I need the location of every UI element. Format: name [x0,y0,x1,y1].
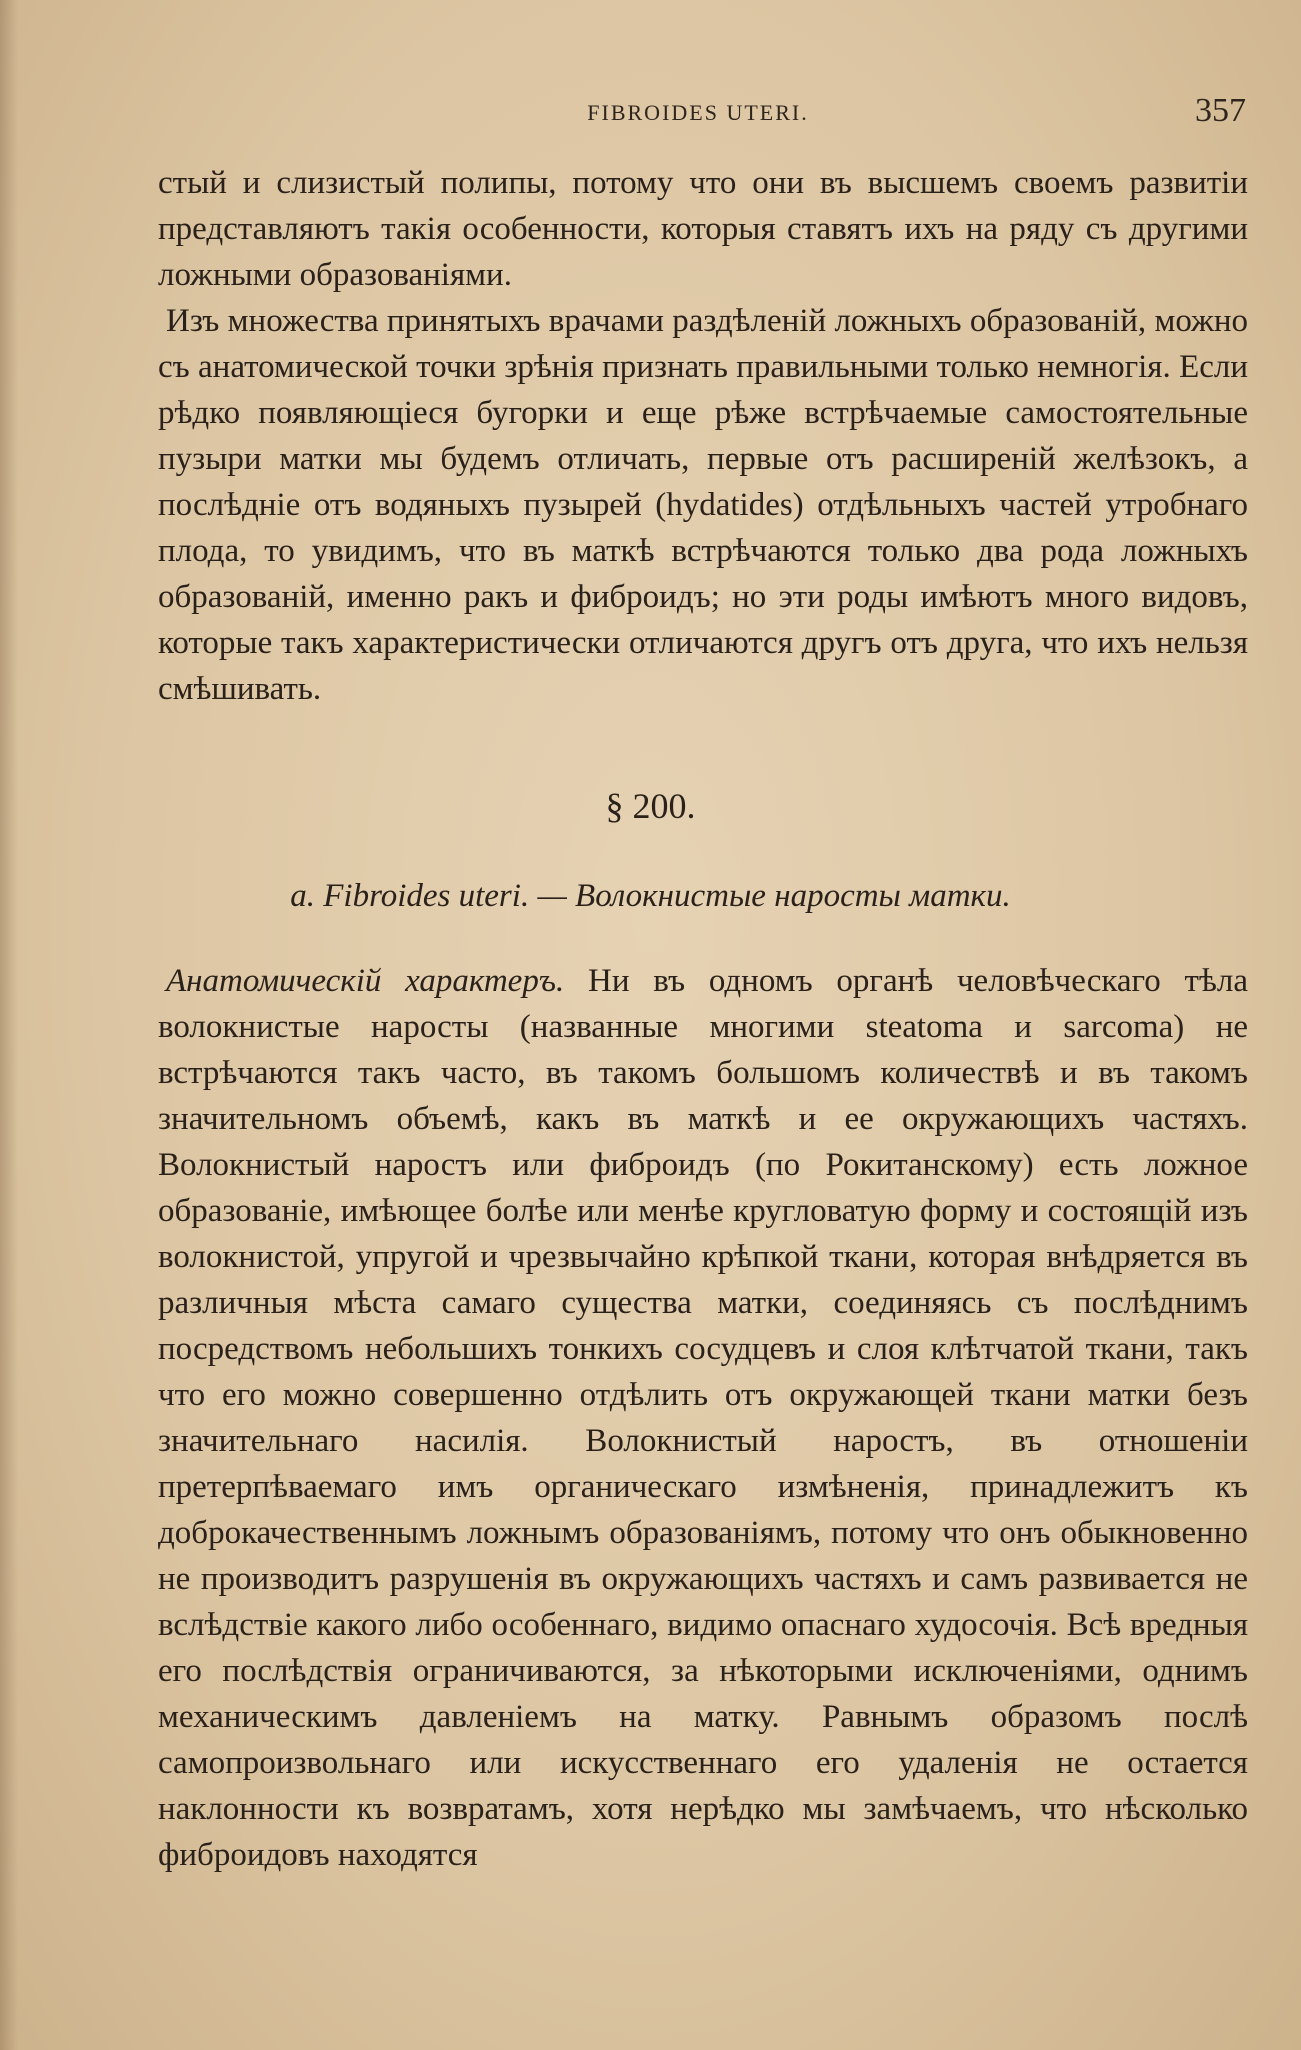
page-edge-shadow [0,0,18,2050]
paragraph-3 [158,958,1248,1878]
section-title: a. Fibroides uteri. — Волокнистые наросты матки. [290,878,1011,914]
paragraph-3-body: Ни въ одномъ органѣ человѣческаго тѣла волокнистые наросты (названные многими steatoma и sarcoma) не встрѣчаются такъ часто, въ такомъ большомъ количествѣ и въ такомъ значительномъ объемѣ, какъ въ маткѣ и ее окружающихъ частяхъ. Волокнистый наростъ или фиброидъ (по Рокитанскому) есть ложное образованіе, имѣющее болѣе или менѣе кругловатую форму и состоящій изъ волокнистой, упругой и чрезвычайно крѣпкой ткани, которая внѣдряется въ различныя мѣста самаго существа матки, соединяясь съ послѣднимъ посредствомъ небольшихъ тонкихъ сосудцевъ и слоя клѣтчатой ткани, такъ что его можно совершенно отдѣлить отъ окружающей ткани матки безъ значительнаго насилія. Волокнистый наростъ, въ отношеніи претерпѣваемаго имъ органическаго измѣненія, принадлежитъ къ доброкачественнымъ ложнымъ образованіямъ, потому что онъ обыкновенно не производитъ разрушенія въ окружающихъ частяхъ и самъ развивается не вслѣдствіе какого либо особеннаго, видимо опаснаго худосочія. Всѣ вредныя его послѣдствія ограничиваются, за нѣкоторыми исключеніями, однимъ механическимъ давленіемъ на матку. Равнымъ образомъ послѣ самопроизвольнаго или искусственнаго его удаленія не остается наклонности къ возвратамъ, хотя нерѣдко мы замѣчаемъ, что нѣсколько фиброидовъ находятся [158,963,1248,1873]
paragraph-3-lead: Анатомическій характеръ. [166,963,565,999]
paragraph-2-text: Изъ множества принятыхъ врачами раздѣленій ложныхъ образованій, можно съ анатомической точки зрѣнія признать правильными только немногія. Если рѣдко появляющіеся бугорки и еще рѣже встрѣчаемые самостоятельные пузыри матки мы будемъ отличать, первые отъ расширеній желѣзокъ, а послѣдніе отъ водяныхъ пузырей (hydatides) отдѣльныхъ частей утробнаго плода, то увидимъ, что въ маткѣ встрѣчаются только два рода ложныхъ образованій, именно ракъ и фиброидъ; но эти роды имѣютъ много видовъ, которые такъ характеристически отличаются другъ отъ друга, что ихъ нельзя смѣшивать. [158,303,1248,707]
page-number: 357 [1195,92,1246,129]
paragraph-1 [158,160,1248,298]
running-title: FIBROIDES UTERI. [587,100,809,125]
paragraph-1-text: стый и слизистый полипы, потому что они въ высшемъ своемъ развитіи представляютъ такія особенности, которыя ставятъ ихъ на ряду съ другими ложными образованіями. [158,165,1248,293]
paragraph-3-text [158,958,1248,1878]
running-head [150,92,1246,132]
paragraph-2 [158,298,1248,712]
section-number: § 200. [605,786,696,826]
